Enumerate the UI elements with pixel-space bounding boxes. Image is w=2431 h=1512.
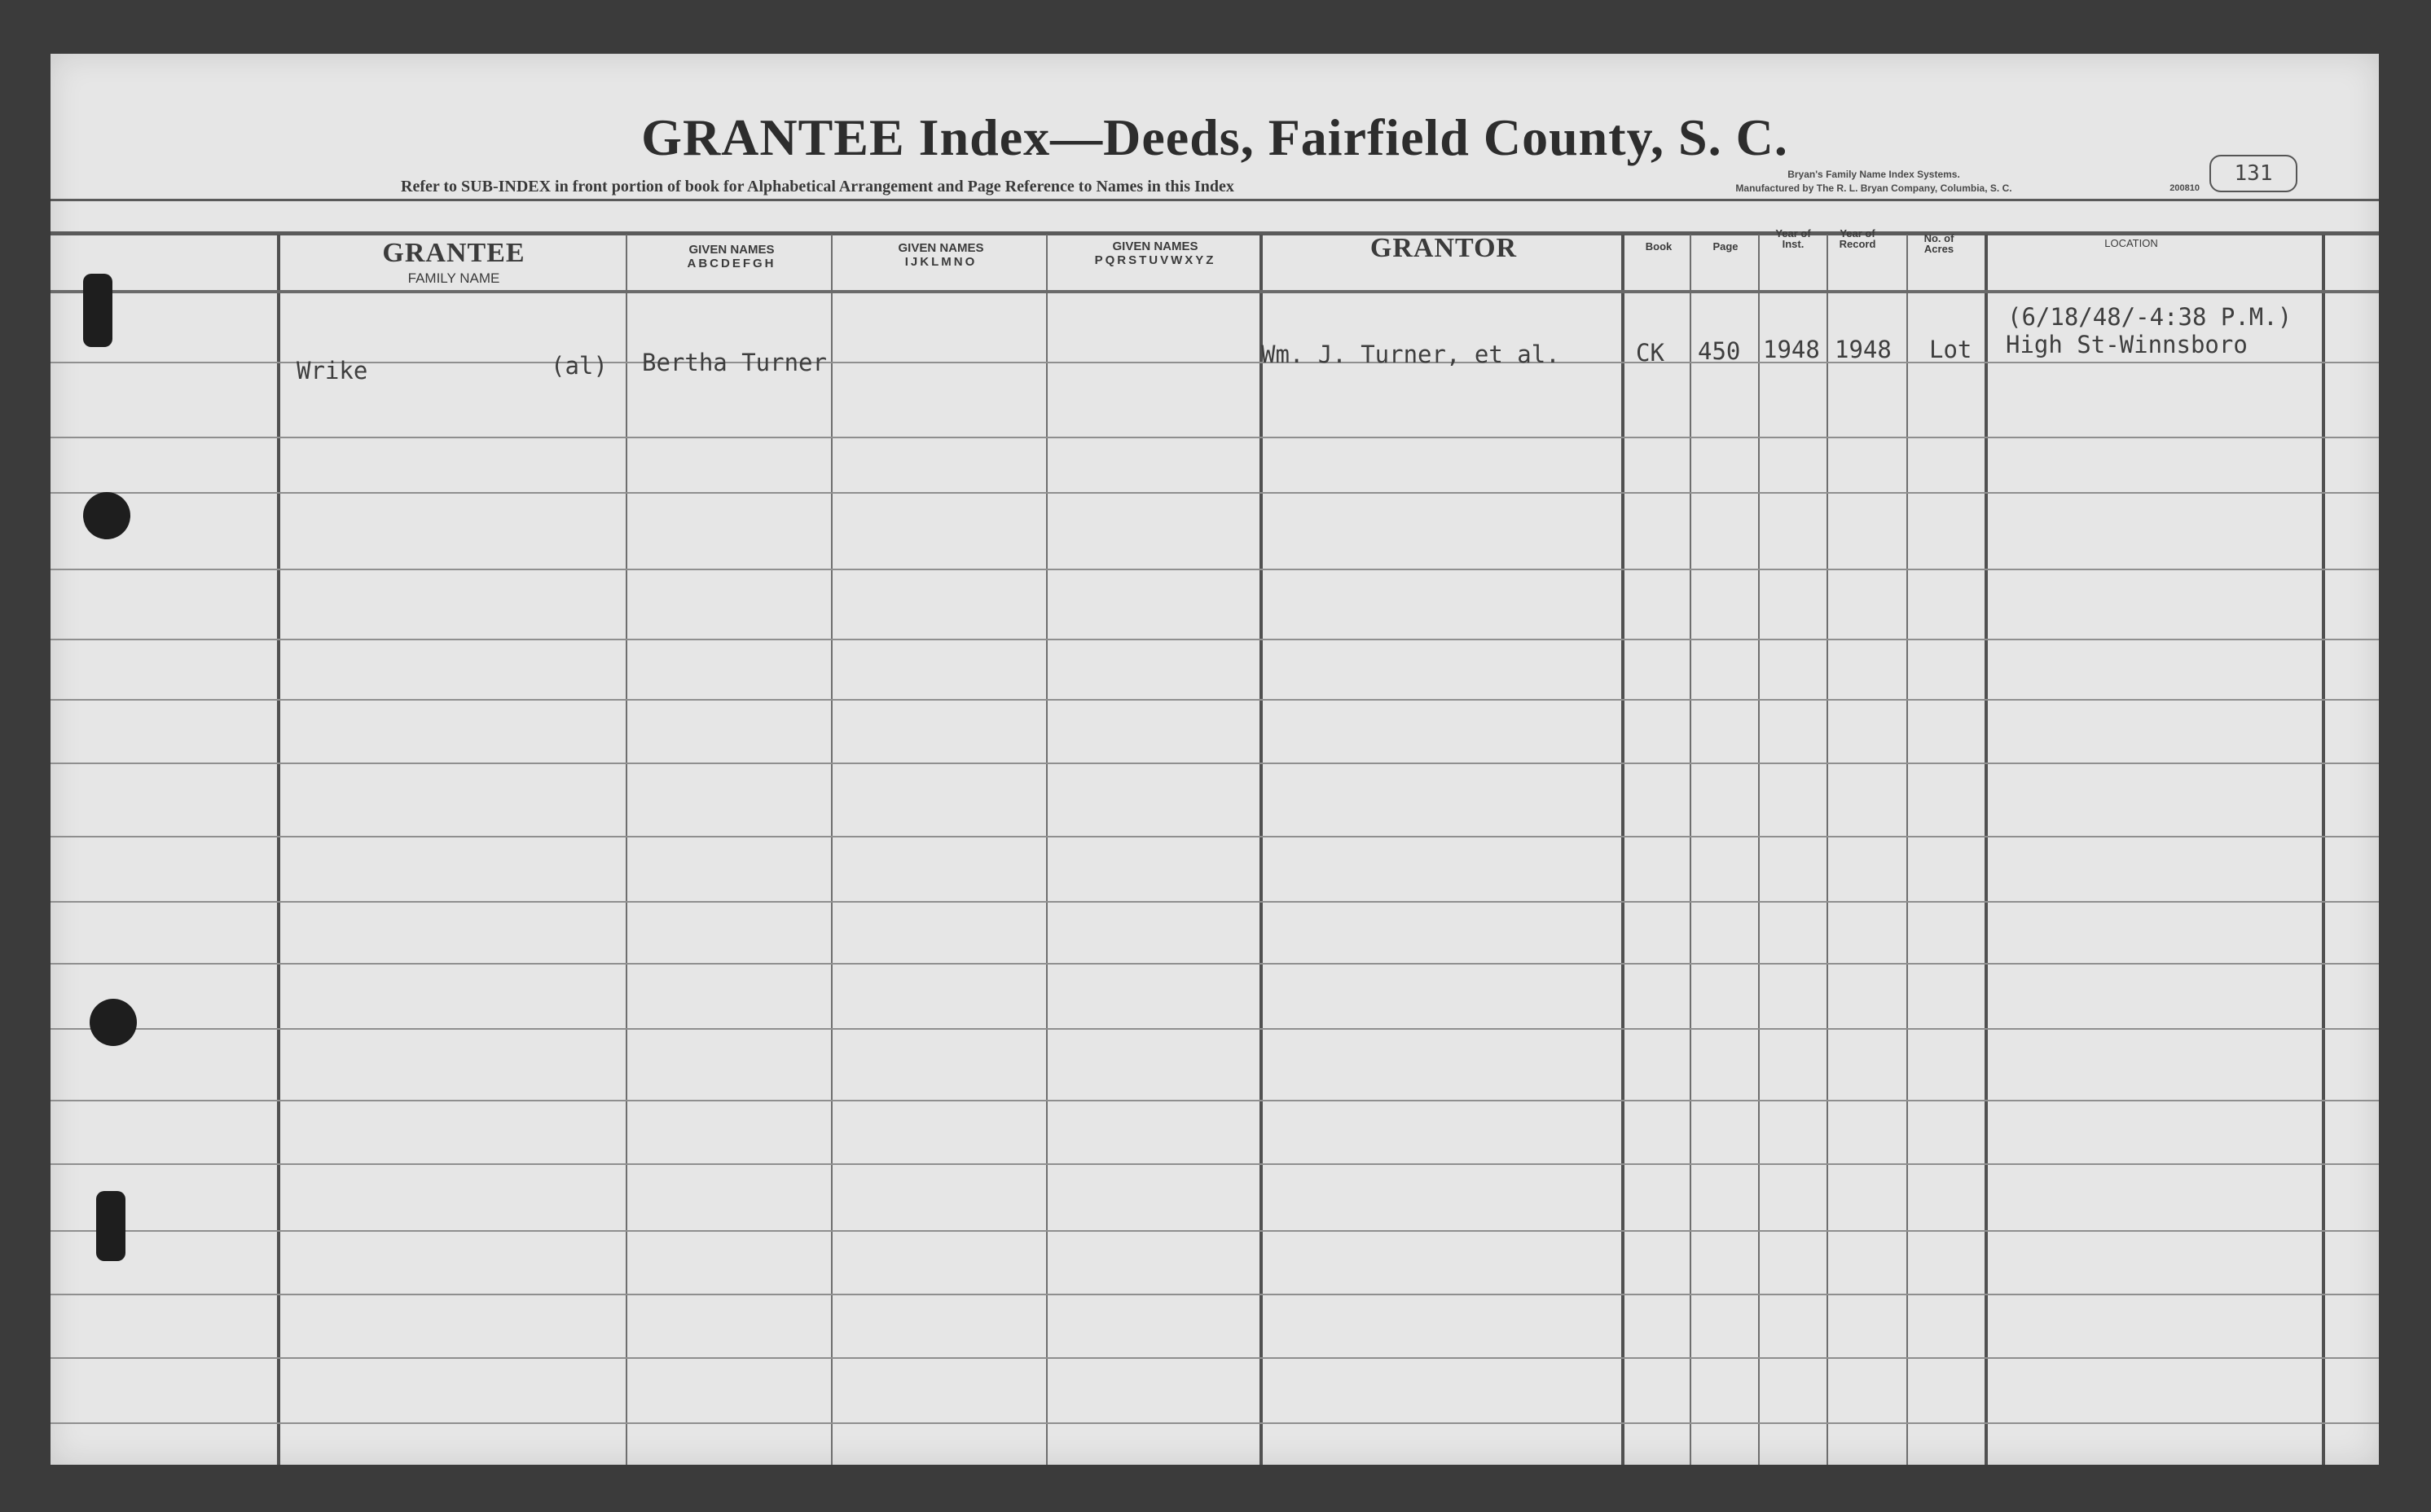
row-line bbox=[51, 901, 2379, 903]
row-line bbox=[51, 362, 2379, 363]
book-header: Book bbox=[1645, 240, 1673, 253]
location-line-1: (6/18/48/-4:38 P.M.) bbox=[2007, 303, 2293, 331]
column-divider bbox=[1046, 235, 1048, 1465]
grantee-header: GRANTEE FAMILY NAME bbox=[279, 238, 629, 287]
binder-slot-top bbox=[83, 274, 112, 347]
row-line bbox=[51, 1294, 2379, 1295]
row-line bbox=[51, 836, 2379, 837]
manufacturer-line-2: Manufactured by The R. L. Bryan Company, Columbia, S. C. bbox=[1735, 182, 2012, 194]
header-rule-top bbox=[51, 199, 2379, 201]
column-divider bbox=[1690, 235, 1691, 1465]
row-line bbox=[51, 492, 2379, 494]
location-header: LOCATION bbox=[2104, 237, 2158, 249]
row-line bbox=[51, 763, 2379, 764]
column-divider bbox=[1259, 235, 1263, 1465]
acres-value: Lot bbox=[1929, 336, 1972, 363]
row-line bbox=[51, 437, 2379, 438]
index-card bbox=[51, 54, 2379, 1465]
family-name-label: FAMILY NAME bbox=[407, 270, 500, 286]
given-names-p-z-header: GIVEN NAMES PQRSTUVWXYZ bbox=[1094, 240, 1216, 267]
column-divider bbox=[277, 235, 280, 1465]
year-record-value: 1948 bbox=[1835, 336, 1892, 363]
column-divider bbox=[1827, 235, 1828, 1465]
row-line bbox=[51, 290, 2379, 293]
grantee-suffix: (al) bbox=[551, 352, 608, 380]
row-line bbox=[51, 1422, 2379, 1424]
page-value: 450 bbox=[1698, 337, 1741, 365]
column-divider bbox=[626, 235, 627, 1465]
row-line bbox=[51, 1230, 2379, 1232]
location-line-2: High St-Winnsboro bbox=[2006, 331, 2248, 358]
row-line bbox=[51, 639, 2379, 640]
form-code: 200810 bbox=[2169, 183, 2200, 193]
binder-hole-upper bbox=[83, 492, 130, 539]
grantor-header: GRANTOR bbox=[1369, 233, 1518, 263]
page-title: GRANTEE Index—Deeds, Fairfield County, S. C. bbox=[641, 108, 1788, 166]
row-line bbox=[51, 1100, 2379, 1101]
year-inst-value: 1948 bbox=[1763, 336, 1820, 363]
manufacturer-note bbox=[1646, 168, 2200, 196]
header-rule-bottom bbox=[51, 231, 2379, 235]
grantee-given-name: Bertha Turner bbox=[642, 349, 827, 376]
grantor-name: Wm. J. Turner, et al. bbox=[1261, 341, 1560, 368]
sub-index-note: Refer to SUB-INDEX in front portion of book for Alphabetical Arrangement and Page Reference to Names in this Index bbox=[401, 178, 1234, 196]
book-value: CK bbox=[1636, 339, 1664, 367]
row-line bbox=[51, 699, 2379, 701]
given-names-i-o-header: GIVEN NAMES IJKLMNO bbox=[898, 241, 984, 269]
year-inst-header: Year of Inst. bbox=[1775, 227, 1811, 250]
column-divider bbox=[1621, 235, 1624, 1465]
page-number: 131 bbox=[2209, 155, 2297, 192]
column-divider bbox=[1758, 235, 1760, 1465]
year-record-header: Year of Record bbox=[1839, 227, 1876, 250]
row-line bbox=[51, 1028, 2379, 1030]
row-line bbox=[51, 1357, 2379, 1359]
manufacturer-line-1: Bryan's Family Name Index Systems. bbox=[1787, 169, 1960, 180]
binder-slot-bottom bbox=[96, 1191, 125, 1261]
acres-header: No. of Acres bbox=[1923, 232, 1954, 255]
row-line bbox=[51, 569, 2379, 570]
row-line bbox=[51, 963, 2379, 965]
binder-hole-lower bbox=[90, 999, 137, 1046]
column-divider bbox=[1906, 235, 1908, 1465]
grantee-family-name: Wrike bbox=[297, 357, 368, 385]
page-header: Page bbox=[1712, 240, 1739, 253]
row-line bbox=[51, 1163, 2379, 1165]
column-divider bbox=[1985, 235, 1988, 1465]
column-divider bbox=[831, 235, 833, 1465]
column-divider bbox=[2322, 235, 2325, 1465]
given-names-a-h-header: GIVEN NAMES ABCDEFGH bbox=[687, 243, 776, 270]
